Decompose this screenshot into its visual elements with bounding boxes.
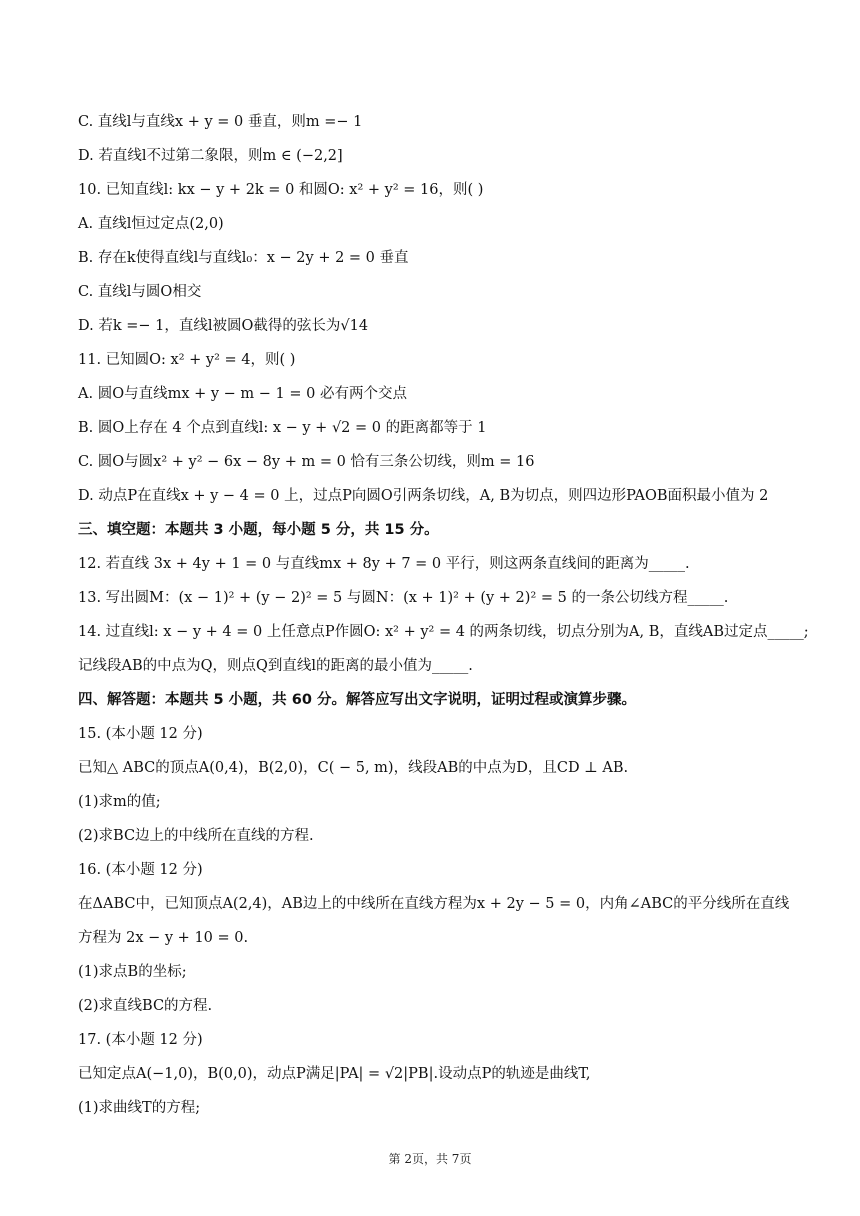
text-line: 16. (本小题 12 分) xyxy=(78,862,203,878)
text-line: D. 若k =− 1，直线l被圆O截得的弦长为√14 xyxy=(78,318,369,334)
text-line: (1)求曲线T的方程; xyxy=(78,1100,201,1116)
text-line: 方程为 2x − y + 10 = 0. xyxy=(78,930,249,946)
text-line: 已知△ ABC的顶点A(0,4)，B(2,0)，C( − 5, m)，线段AB的中点为D，且CD ⊥ AB. xyxy=(78,760,629,776)
text-line: C. 直线l与直线x + y = 0 垂直，则m =− 1 xyxy=(78,114,363,130)
text-line: B. 圆O上存在 4 个点到直线l: x − y + √2 = 0 的距离都等于 1 xyxy=(78,420,487,436)
text-line: 12. 若直线 3x + 4y + 1 = 0 与直线mx + 8y + 7 = 0 平行，则这两条直线间的距离为_____. xyxy=(78,556,690,572)
text-line: D. 动点P在直线x + y − 4 = 0 上，过点P向圆O引两条切线，A, B为切点，则四边形PAOB面积最小值为 2 xyxy=(78,488,769,504)
text-line: 11. 已知圆O: x² + y² = 4，则( ) xyxy=(78,352,296,368)
text-line: 在ΔABC中，已知顶点A(2,4)，AB边上的中线所在直线方程为x + 2y − 5 = 0，内角∠ABC的平分线所在直线 xyxy=(78,896,790,912)
text-line: (1)求m的值; xyxy=(78,794,161,810)
text-line: A. 圆O与直线mx + y − m − 1 = 0 必有两个交点 xyxy=(78,386,407,402)
section-heading: 三、填空题：本题共 3 小题，每小题 5 分，共 15 分。 xyxy=(78,522,439,538)
text-line: C. 直线l与圆O相交 xyxy=(78,284,202,300)
text-line: C. 圆O与圆x² + y² − 6x − 8y + m = 0 恰有三条公切线，则m = 16 xyxy=(78,454,535,470)
page-footer: 第 2页，共 7页 xyxy=(388,1152,472,1166)
text-line: 15. (本小题 12 分) xyxy=(78,726,203,742)
text-line: 13. 写出圆M：(x − 1)² + (y − 2)² = 5 与圆N：(x + 1)² + (y + 2)² = 5 的一条公切线方程_____. xyxy=(78,590,729,606)
section-heading: 四、解答题：本题共 5 小题，共 60 分。解答应写出文字说明，证明过程或演算步骤。 xyxy=(78,692,636,708)
text-line: (2)求直线BC的方程. xyxy=(78,998,213,1014)
text-line: B. 存在k使得直线l与直线l₀：x − 2y + 2 = 0 垂直 xyxy=(78,250,409,266)
text-line: 14. 过直线l: x − y + 4 = 0 上任意点P作圆O: x² + y² = 4 的两条切线，切点分别为A, B，直线AB过定点_____; xyxy=(78,624,809,640)
text-line: 已知定点A(−1,0)，B(0,0)，动点P满足|PA| = √2|PB|.设动点P的轨迹是曲线T, xyxy=(78,1066,591,1082)
text-line: (1)求点B的坐标; xyxy=(78,964,187,980)
text-line: 记线段AB的中点为Q，则点Q到直线l的距离的最小值为_____. xyxy=(78,658,473,674)
text-line: A. 直线l恒过定点(2,0) xyxy=(78,216,224,232)
text-line: (2)求BC边上的中线所在直线的方程. xyxy=(78,828,314,844)
text-line: 17. (本小题 12 分) xyxy=(78,1032,203,1048)
text-line: 10. 已知直线l: kx − y + 2k = 0 和圆O: x² + y² = 16，则( ) xyxy=(78,182,484,198)
text-line: D. 若直线l不过第二象限，则m ∈ (−2,2] xyxy=(78,148,343,164)
